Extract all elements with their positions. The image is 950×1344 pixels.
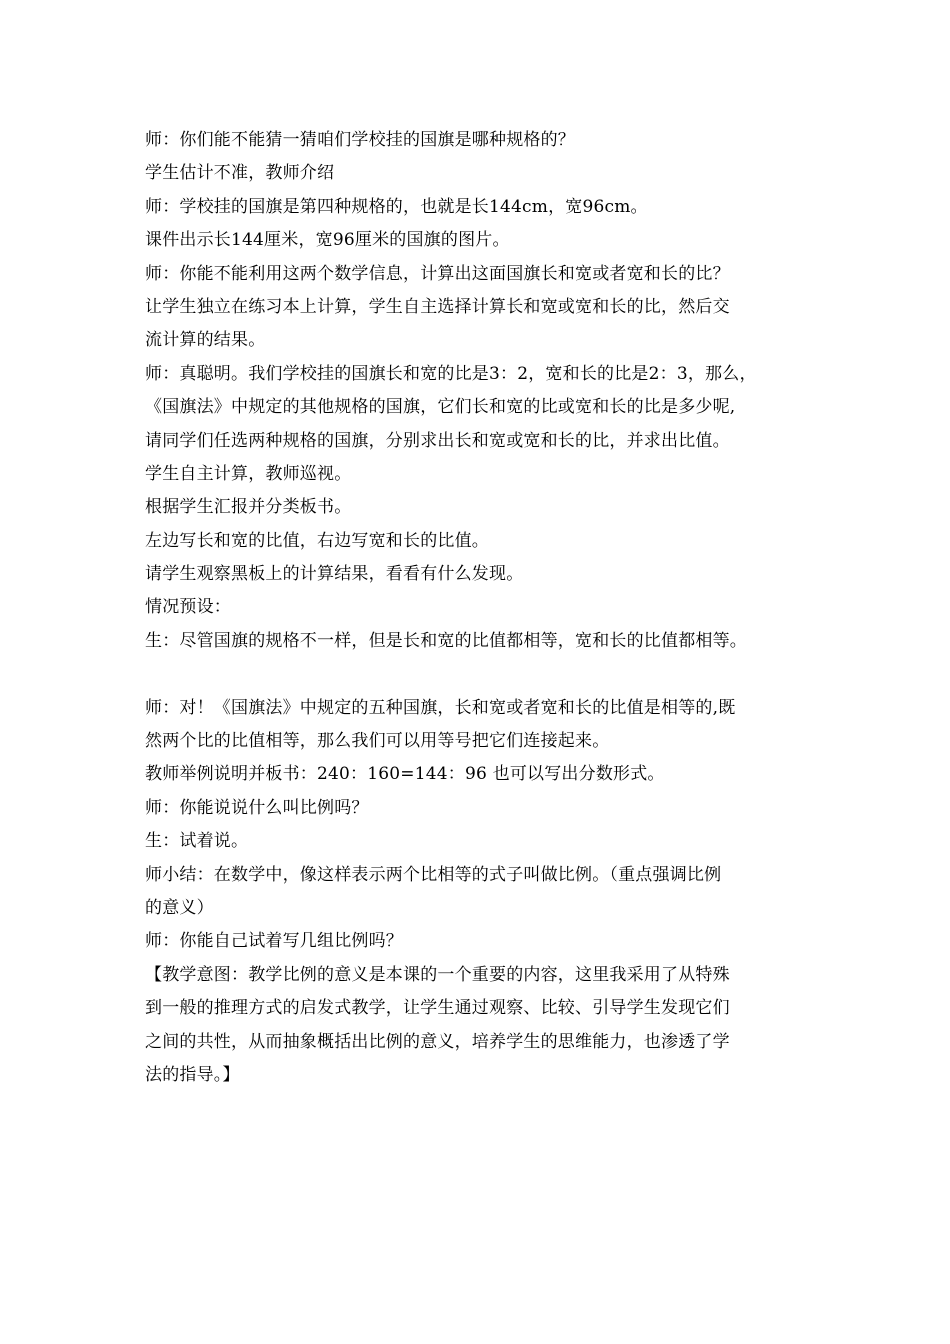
text-line: 师：你能说说什么叫比例吗？	[145, 797, 369, 818]
text-line: 生：尽管国旗的规格不一样，但是长和宽的比值都相等，宽和长的比值都相等。	[145, 630, 747, 651]
text-line: 师：真聪明。我们学校挂的国旗长和宽的比是3：2，宽和长的比是2：3，那么，	[145, 363, 757, 384]
text-line: 情况预设：	[145, 597, 231, 618]
text-line: 生：试着说。	[145, 831, 249, 852]
text-line: 师小结：在数学中，像这样表示两个比相等的式子叫做比例。（重点强调比例	[145, 864, 722, 885]
text-line: 的意义）	[145, 897, 214, 918]
document-body	[145, 124, 815, 1092]
text-line: 到一般的推理方式的启发式教学，让学生通过观察、比较、引导学生发现它们	[145, 998, 730, 1019]
text-line: 师：你能不能利用这两个数学信息，计算出这面国旗长和宽或者宽和长的比？	[145, 263, 730, 284]
blank-line	[145, 658, 815, 691]
text-line: 请同学们任选两种规格的国旗，分别求出长和宽或宽和长的比，并求出比值。	[145, 430, 730, 451]
text-line: 让学生独立在练习本上计算，学生自主选择计算长和宽或宽和长的比，然后交	[145, 296, 730, 317]
text-line: 流计算的结果。	[145, 330, 266, 351]
text-line: 请学生观察黑板上的计算结果，看看有什么发现。	[145, 564, 524, 585]
text-line: 法的指导。】	[145, 1064, 240, 1085]
text-line: 《国旗法》中规定的其他规格的国旗，它们长和宽的比或宽和长的比是多少呢,	[145, 397, 736, 418]
text-line: 课件出示长144厘米，宽96厘米的国旗的图片。	[145, 230, 510, 251]
text-line: 然两个比的比值相等，那么我们可以用等号把它们连接起来。	[145, 731, 610, 752]
text-line: 根据学生汇报并分类板书。	[145, 497, 352, 518]
text-line: 学生估计不准，教师介绍	[145, 163, 335, 184]
text-line: 师：对！《国旗法》中规定的五种国旗，长和宽或者宽和长的比值是相等的,既	[145, 697, 736, 718]
text-line: 之间的共性，从而抽象概括出比例的意义，培养学生的思维能力，也渗透了学	[145, 1031, 730, 1052]
text-line: 师：你们能不能猜一猜咱们学校挂的国旗是哪种规格的？	[145, 130, 575, 150]
text-line: 师：你能自己试着写几组比例吗？	[145, 931, 403, 952]
text-line: 左边写长和宽的比值，右边写宽和长的比值。	[145, 530, 489, 551]
text-line: 【教学意图：教学比例的意义是本课的一个重要的内容，这里我采用了从特殊	[145, 964, 730, 985]
text-line: 教师举例说明并板书：240：160=144：96 也可以写出分数形式。	[145, 764, 665, 785]
text-line: 学生自主计算，教师巡视。	[145, 463, 352, 484]
text-line: 师：学校挂的国旗是第四种规格的，也就是长144cm，宽96cm。	[145, 196, 648, 217]
